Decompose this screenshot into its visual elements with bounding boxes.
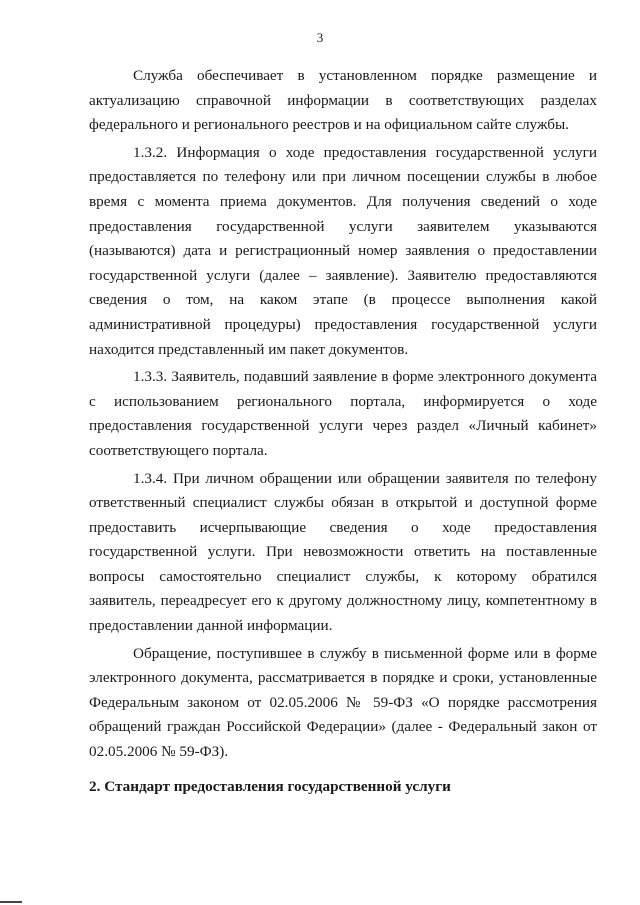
scan-edge-mark bbox=[0, 901, 22, 903]
paragraph-written-appeal: Обращение, поступившее в службу в письменной форме или в форме электронного документа, рассматривается в порядке и сроки, установленные Федеральным законом от 02.05.2006 № 59-ФЗ «О порядке рассмотрения обращений граждан Российской Федерации» (далее - Федеральный закон от 02.05.2006 № 59-ФЗ). bbox=[89, 644, 597, 761]
section-heading: 2. Стандарт предоставления государственной услуги bbox=[89, 777, 451, 795]
page-number: 3 bbox=[316, 30, 324, 45]
paragraph-1-3-4: 1.3.4. При личном обращении или обращении заявителя по телефону ответственный специалист службы обязан в открытой и доступной форме предоставить исчерпывающие сведения о ходе предоставления государственной услуги. При невозможности ответить на поставленные вопросы самостоятельно специалист службы, к которому обратился заявитель, переадресует его к другому должностному лицу, компетентному в предоставлении данной информации. bbox=[89, 469, 597, 635]
paragraph-info-placement: Служба обеспечивает в установленном порядке размещение и актуализацию справочной информации в соответствующих разделах федерального и регионального реестров и на официальном сайте службы. bbox=[89, 67, 597, 134]
document-body bbox=[89, 64, 597, 799]
paragraph-1-3-3: 1.3.3. Заявитель, подавший заявление в форме электронного документа с использованием регионального портала, информируется о ходе предоставления государственной услуги через раздел «Личный кабинет» соответствующего портала. bbox=[89, 368, 597, 459]
paragraph-1-3-2: 1.3.2. Информация о ходе предоставления государственной услуги предоставляется по телефону или при личном посещении службы в любое время с момента приема документов. Для получения сведений о ходе предоставления государственной услуги заявителем указываются (называются) дата и регистрационный номер заявления о предоставлении государственной услуги (далее – заявление). Заявителю предоставляются сведения о том, на каком этапе (в процессе выполнения какой административной процедуры) предоставления государственной услуги находится представленный им пакет документов. bbox=[89, 143, 597, 358]
